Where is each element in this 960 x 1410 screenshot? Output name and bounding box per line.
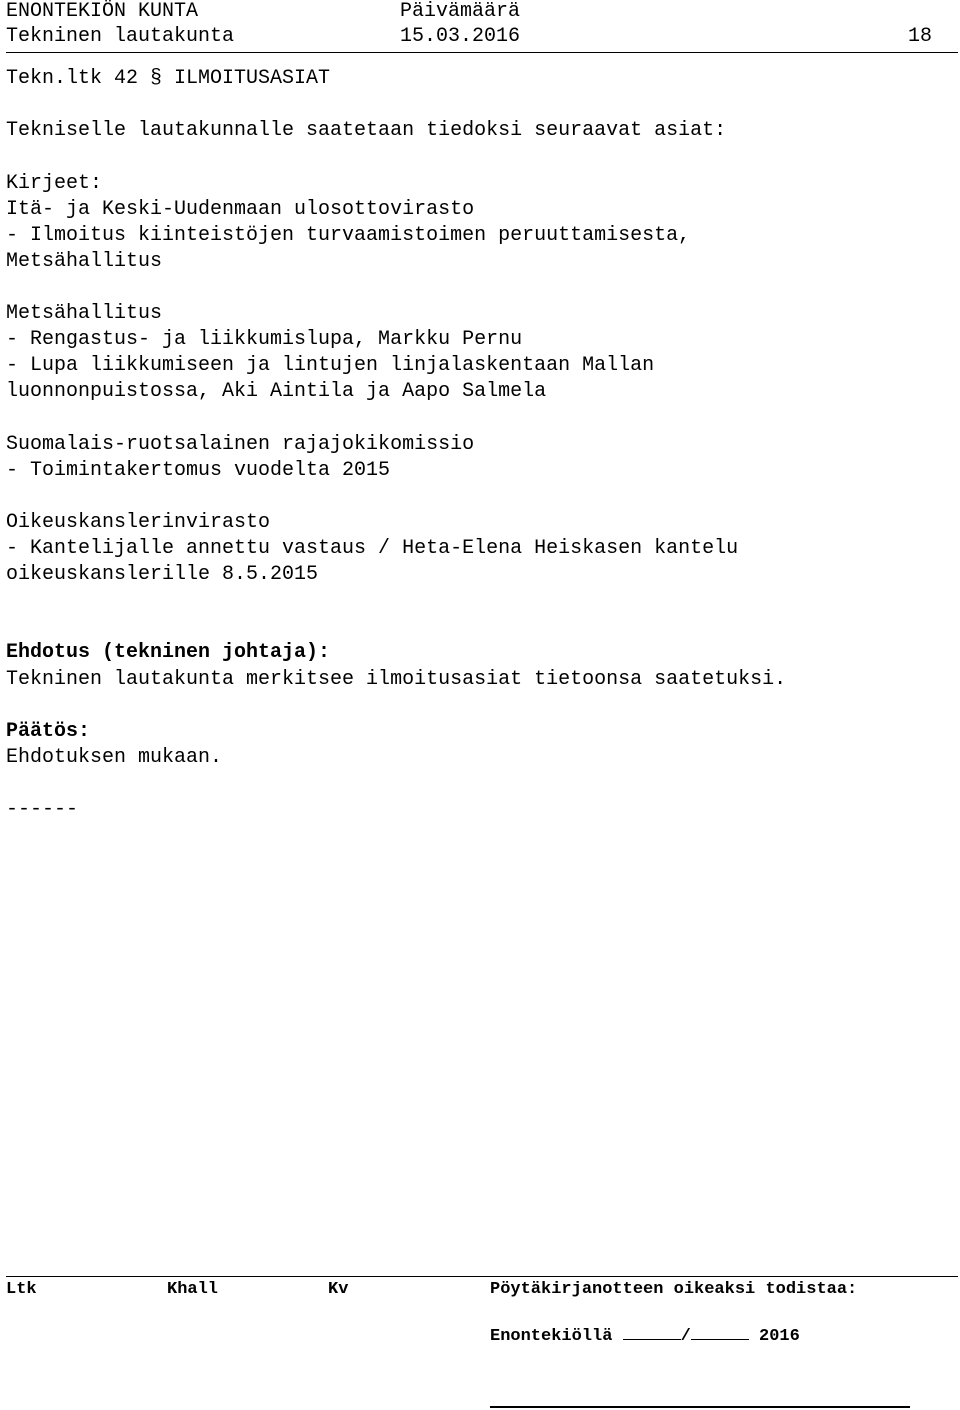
footer-ltk: Ltk [6,1280,37,1299]
letter-1-line-1: Itä- ja Keski-Uudenmaan ulosottovirasto [6,198,475,221]
footer-divider [6,1276,958,1277]
end-marker: ------ [6,798,79,821]
decision-text: Ehdotuksen mukaan. [6,746,223,769]
letter-2-line-2: - Rengastus- ja liikkumislupa, Markku Pernu [6,328,523,351]
organization-name: ENONTEKIÖN KUNTA [6,0,199,23]
letter-1-line-3: Metsähallitus [6,250,163,273]
meeting-date: 15.03.2016 [400,25,521,48]
footer-certification: Pöytäkirjanotteen oikeaksi todistaa: [490,1280,858,1299]
letter-2-line-4: luonnonpuistossa, Aki Aintila ja Aapo Salmela [6,380,547,403]
letter-2-line-1: Metsähallitus [6,302,163,325]
letter-4-line-2: - Kantelijalle annettu vastaus / Heta-Elena Heiskasen kantelu [6,537,739,560]
footer-kv: Kv [328,1280,349,1299]
date-slash: / [680,1327,691,1346]
decision-heading: Päätös: [6,720,91,743]
department-name: Tekninen lautakunta [6,25,235,48]
document-page [6,0,956,1410]
letter-3-line-2: - Toimintakertomus vuodelta 2015 [6,459,391,482]
footer-khall: Khall [167,1280,219,1299]
date-label: Päivämäärä [400,0,521,23]
letter-2-line-3: - Lupa liikkumiseen ja lintujen linjalaskentaan Mallan [6,354,655,377]
signature-line [490,1406,910,1408]
letter-4-line-3: oikeuskanslerille 8.5.2015 [6,563,319,586]
day-month-blank [623,1323,681,1340]
month-blank [691,1323,749,1340]
letter-4-line-1: Oikeuskanslerinvirasto [6,511,271,534]
footer-place-date [490,1323,800,1347]
letter-3-line-1: Suomalais-ruotsalainen rajajokikomissio [6,433,475,456]
letter-1-line-2: - Ilmoitus kiinteistöjen turvaamistoimen peruuttamisesta, [6,224,691,247]
page-number: 18 [907,25,932,48]
section-title: Tekn.ltk 42 § ILMOITUSASIAT [6,67,331,90]
letters-heading: Kirjeet: [6,172,103,195]
footer-place: Enontekiöllä [490,1327,613,1346]
header-divider [6,52,958,53]
proposal-text: Tekninen lautakunta merkitsee ilmoitusasiat tietoonsa saatetuksi. [6,668,787,691]
footer-year: 2016 [759,1327,800,1346]
proposal-heading: Ehdotus (tekninen johtaja): [6,641,331,664]
intro-text: Tekniselle lautakunnalle saatetaan tiedoksi seuraavat asiat: [6,119,727,142]
